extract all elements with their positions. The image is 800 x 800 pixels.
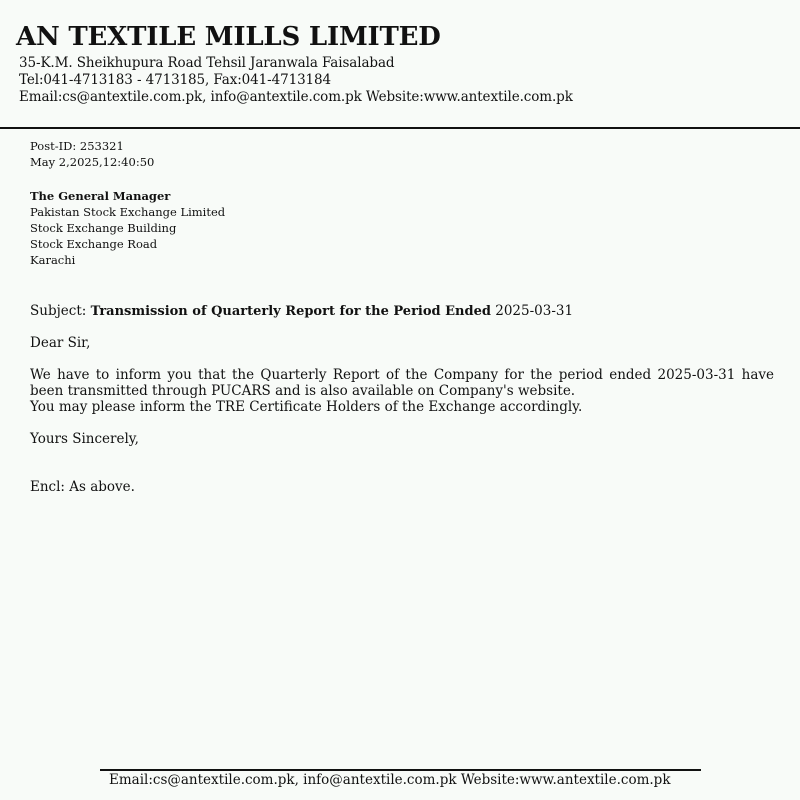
addressee-line: Stock Exchange Building [30,221,177,235]
body-paragraph: We have to inform you that the Quarterly Report of the Company for the period ended 2025-03-31 have been transmitted through PUCARS and is also available on Company's website. [30,367,774,399]
subject-line [30,303,573,319]
body-paragraph: You may please inform the TRE Certificate Holders of the Exchange accordingly. [30,399,583,415]
header-divider [0,127,800,129]
footer-divider [100,769,701,771]
addressee-block [30,188,225,268]
post-id: Post-ID: 253321 [30,139,124,153]
footer-email-website: Email:cs@antextile.com.pk, info@antextile.com.pk Website:www.antextile.com.pk [109,772,671,788]
addressee-line: Karachi [30,253,76,267]
subject-text: Transmission of Quarterly Report for the Period Ended [90,304,491,319]
letterhead [0,0,800,128]
company-email-website: Email:cs@antextile.com.pk, info@antextile.com.pk Website:www.antextile.com.pk [19,89,573,105]
closing: Yours Sincerely, [30,431,139,447]
subject-label: Subject: [30,303,87,319]
company-name: AN TEXTILE MILLS LIMITED [16,22,441,52]
company-address: 35-K.M. Sheikhupura Road Tehsil Jaranwala Faisalabad [19,55,395,71]
post-date: May 2,2025,12:40:50 [30,155,155,169]
salutation: Dear Sir, [30,335,91,351]
addressee-line: Stock Exchange Road [30,237,158,251]
addressee-title: The General Manager [30,189,171,203]
company-phone-fax: Tel:041-4713183 - 4713185, Fax:041-4713184 [19,72,332,88]
enclosure-note: Encl: As above. [30,479,135,495]
subject-date: 2025-03-31 [495,303,574,319]
letter-body [30,367,774,415]
addressee-line: Pakistan Stock Exchange Limited [30,205,226,219]
